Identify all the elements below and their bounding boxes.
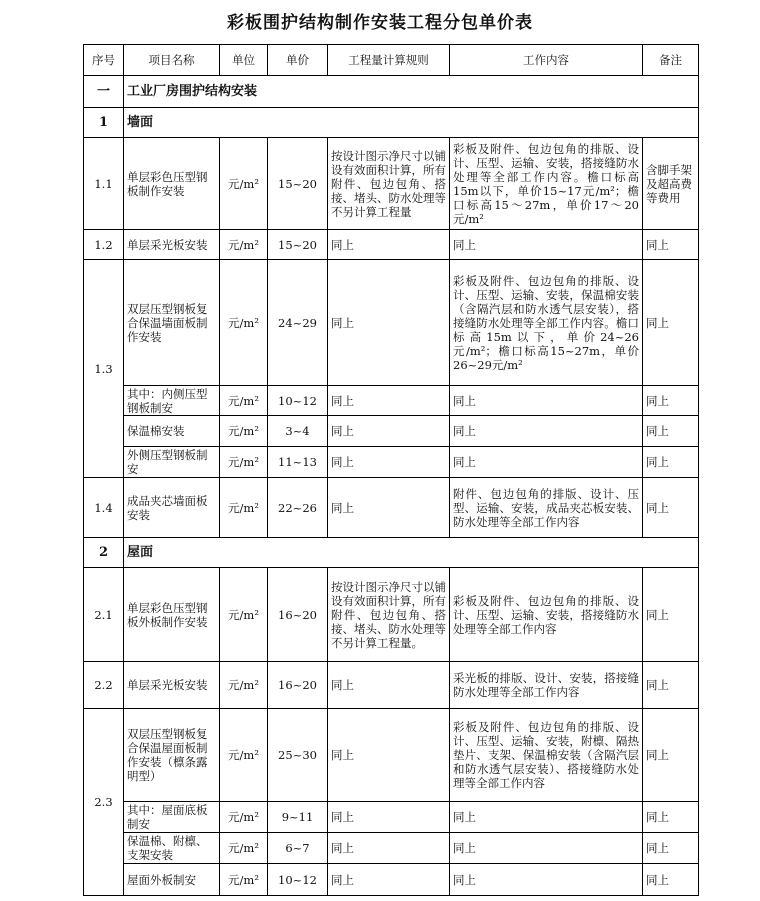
row-unit: 元/m² <box>220 138 268 230</box>
table-row <box>84 478 699 538</box>
row-name: 保温棉安装 <box>124 416 220 447</box>
row-unit: 元/m² <box>220 568 268 662</box>
section-name: 工业厂房围护结构安装 <box>124 76 699 108</box>
row-rule: 同上 <box>328 416 450 447</box>
table-row <box>84 864 699 896</box>
section-row <box>84 538 699 568</box>
row-note: 同上 <box>643 230 699 260</box>
table-row <box>84 416 699 447</box>
row-price: 16~20 <box>268 568 328 662</box>
price-table <box>83 44 699 896</box>
row-name: 双层压型钢板复合保温屋面板制作安装（檩条露明型） <box>124 709 220 802</box>
row-note: 含脚手架及超高费等费用 <box>643 138 699 230</box>
row-rule: 同上 <box>328 447 450 478</box>
row-name: 单层彩色压型钢板制作安装 <box>124 138 220 230</box>
row-unit: 元/m² <box>220 802 268 833</box>
row-content: 同上 <box>450 386 643 416</box>
row-rule: 同上 <box>328 864 450 896</box>
row-name: 屋面外板制安 <box>124 864 220 896</box>
row-rule: 同上 <box>328 260 450 386</box>
row-price: 9~11 <box>268 802 328 833</box>
header-unit: 单位 <box>220 45 268 76</box>
row-content: 彩板及附件、包边包角的排版、设计、压型、运输、安装，搭接缝防水处理等全部工作内容 <box>450 568 643 662</box>
row-note: 同上 <box>643 833 699 864</box>
row-rule: 按设计图示净尺寸以铺设有效面积计算，所有附件、包边包角、搭接、堵头、防水处理等不另计算工程量。 <box>328 568 450 662</box>
row-name: 其中：内侧压型钢板制安 <box>124 386 220 416</box>
row-note: 同上 <box>643 662 699 709</box>
row-no: 2.1 <box>84 568 124 662</box>
row-rule: 同上 <box>328 230 450 260</box>
row-unit: 元/m² <box>220 662 268 709</box>
table-row <box>84 802 699 833</box>
row-unit: 元/m² <box>220 260 268 386</box>
row-unit: 元/m² <box>220 230 268 260</box>
row-unit: 元/m² <box>220 416 268 447</box>
row-unit: 元/m² <box>220 864 268 896</box>
table-row <box>84 386 699 416</box>
row-price: 10~12 <box>268 386 328 416</box>
row-price: 24~29 <box>268 260 328 386</box>
row-content: 彩板及附件、包边包角的排版、设计、压型、运输、安装，搭接缝防水处理等全部工作内容。檐口标高15m以下，单价15~17元/m²；檐口标高15～27m，单价17～20元/m² <box>450 138 643 230</box>
row-price: 15~20 <box>268 230 328 260</box>
row-note: 同上 <box>643 260 699 386</box>
row-unit: 元/m² <box>220 833 268 864</box>
row-unit: 元/m² <box>220 478 268 538</box>
row-unit: 元/m² <box>220 447 268 478</box>
row-price: 6~7 <box>268 833 328 864</box>
row-name: 双层压型钢板复合保温墙面板制作安装 <box>124 260 220 386</box>
row-note: 同上 <box>643 802 699 833</box>
table-row <box>84 138 699 230</box>
row-content: 同上 <box>450 864 643 896</box>
table-row <box>84 230 699 260</box>
row-name: 其中：屋面底板制安 <box>124 802 220 833</box>
section-name: 墙面 <box>124 108 699 138</box>
row-unit: 元/m² <box>220 386 268 416</box>
row-content: 附件、包边包角的排版、设计、压型、运输、安装，成品夹芯板安装、防水处理等全部工作内容 <box>450 478 643 538</box>
row-rule: 同上 <box>328 478 450 538</box>
document-title: 彩板围护结构制作安装工程分包单价表 <box>227 13 533 33</box>
row-content: 同上 <box>450 833 643 864</box>
row-price: 25~30 <box>268 709 328 802</box>
table-row <box>84 447 699 478</box>
row-price: 3~4 <box>268 416 328 447</box>
header-rule: 工程量计算规则 <box>328 45 450 76</box>
row-name: 成品夹芯墙面板安装 <box>124 478 220 538</box>
table-row <box>84 260 699 386</box>
section-no: 2 <box>84 538 124 568</box>
row-content: 同上 <box>450 416 643 447</box>
row-price: 10~12 <box>268 864 328 896</box>
row-price: 15~20 <box>268 138 328 230</box>
row-no: 1.1 <box>84 138 124 230</box>
row-name: 单层采光板安装 <box>124 662 220 709</box>
row-no: 1.3 <box>84 260 124 478</box>
section-row <box>84 108 699 138</box>
row-note: 同上 <box>643 447 699 478</box>
row-rule: 同上 <box>328 709 450 802</box>
row-note: 同上 <box>643 386 699 416</box>
table-row <box>84 709 699 802</box>
row-content: 彩板及附件、包边包角的排版、设计、压型、运输、安装，附檩、隔热垫片、支架、保温棉安装（含隔汽层和防水透气层安装）、搭接缝防水处理等全部工作内容 <box>450 709 643 802</box>
table-row <box>84 568 699 662</box>
header-name: 项目名称 <box>124 45 220 76</box>
row-rule: 同上 <box>328 662 450 709</box>
section-no: 一 <box>84 76 124 108</box>
row-name: 外侧压型钢板制安 <box>124 447 220 478</box>
header-price: 单价 <box>268 45 328 76</box>
header-note: 备注 <box>643 45 699 76</box>
row-no: 1.4 <box>84 478 124 538</box>
row-content: 同上 <box>450 802 643 833</box>
row-note: 同上 <box>643 709 699 802</box>
row-content: 同上 <box>450 447 643 478</box>
row-price: 16~20 <box>268 662 328 709</box>
header-no: 序号 <box>84 45 124 76</box>
section-no: 1 <box>84 108 124 138</box>
row-name: 保温棉、附檩、支架安装 <box>124 833 220 864</box>
row-content: 同上 <box>450 230 643 260</box>
header-content: 工作内容 <box>450 45 643 76</box>
row-name: 单层彩色压型钢板外板制作安装 <box>124 568 220 662</box>
table-header-row <box>84 45 699 76</box>
row-note: 同上 <box>643 864 699 896</box>
section-row <box>84 76 699 108</box>
row-note: 同上 <box>643 416 699 447</box>
row-rule: 同上 <box>328 833 450 864</box>
row-no: 2.2 <box>84 662 124 709</box>
row-no: 2.3 <box>84 709 124 896</box>
row-note: 同上 <box>643 478 699 538</box>
row-rule: 同上 <box>328 802 450 833</box>
row-note: 同上 <box>643 568 699 662</box>
row-content: 采光板的排版、设计、安装，搭接缝防水处理等全部工作内容 <box>450 662 643 709</box>
row-unit: 元/m² <box>220 709 268 802</box>
section-name: 屋面 <box>124 538 699 568</box>
row-price: 22~26 <box>268 478 328 538</box>
table-row <box>84 662 699 709</box>
row-price: 11~13 <box>268 447 328 478</box>
row-rule: 同上 <box>328 386 450 416</box>
row-name: 单层采光板安装 <box>124 230 220 260</box>
row-no: 1.2 <box>84 230 124 260</box>
table-row <box>84 833 699 864</box>
row-content: 彩板及附件、包边包角的排版、设计、压型、运输、安装，保温棉安装（含隔汽层和防水透气层安装），搭接缝防水处理等全部工作内容。檐口标高15m以下，单价24~26元/m²；檐口标高15~27m，单价26~29元/m² <box>450 260 643 386</box>
row-rule: 按设计图示净尺寸以铺设有效面积计算，所有附件、包边包角、搭接、堵头、防水处理等不另计算工程量 <box>328 138 450 230</box>
